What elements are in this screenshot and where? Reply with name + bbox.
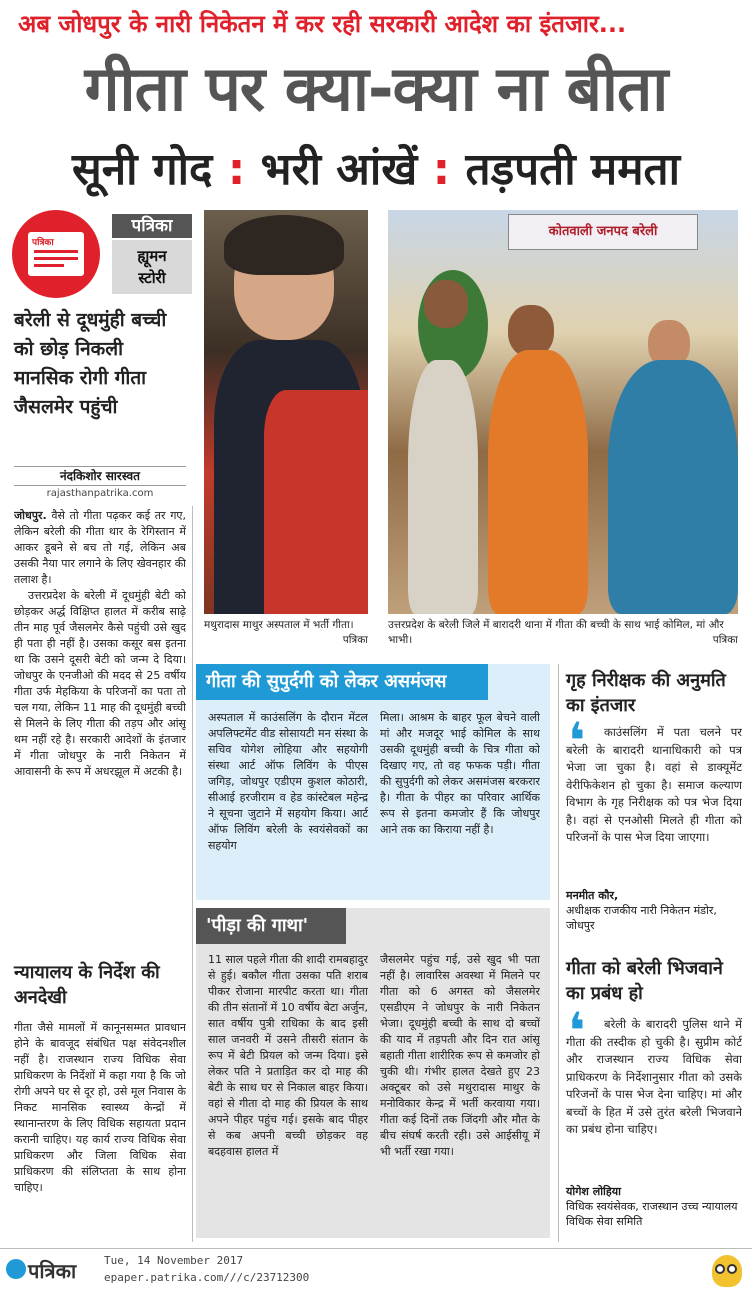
custody-col1: अस्पताल में काउंसलिंग के दौरान मेंटल अपलिफ्टमेंट वीड सोसायटी मन संस्था के सचिव योगेश लोहिया और सहयोगी संस्था आर्ट ऑफ लिविंग के पीएस जगिड़, जोधपुर एडीएम कुशल कोठारी, सीआई हरजीराम व हेड कांस्टेबल महेन्द्र ने सूचना जुटाने में सहयोग किया। आर्ट ऑफ लिविंग बरेली के स्वयंसेवकों का सहयोग <box>208 711 368 852</box>
inspector-title: अधीक्षक राजकीय नारी निकेतन मंडोर, जोधपुर <box>566 904 717 932</box>
custody-col2: मिला। आश्रम के बाहर फूल बेचने वाली मां और मजदूर भाई कोमिल के साथ उसकी दूधमुंही बच्ची के चित्र गीता को दिखाए गए, तो वह फफक पड़ी। गीता की सुपुर्दगी को लेकर असमंजस बरकरार है। गीता के पीहर का परिवार आर्थिक रूप से इतना कमजोर हैं कि जोधपुर आने तक का किराया नहीं है। <box>380 711 540 836</box>
quote-icon: ❛ <box>568 712 586 770</box>
tag-line1: ह्यूमन <box>137 247 167 265</box>
subhead-sep: : <box>227 144 246 195</box>
inspector-heading: गृह निरीक्षक की अनुमति का इंतजार <box>566 670 726 716</box>
footer-date: Tue, 14 November 2017 <box>104 1254 244 1267</box>
photo-geeta-hospital <box>204 210 368 614</box>
photo1-credit: पत्रिका <box>342 634 368 646</box>
inspector-body: काउंसलिंग में पता चलने पर बरेली के बारादरी थानाधिकारी को पत्र भेजा जा चुका है। वहां से डाक्यूमेंट वेरीफिकेशन हो चुका है। समाज कल्याण विभाग के गृह निरीक्षक को पत्र भेज दिया है। वहां से एनओसी मिलते ही गीता को परिजनों के पास भेज दिया जाएगा। <box>566 725 742 844</box>
photo-family-police-station <box>388 210 738 614</box>
pain-col1: 11 साल पहले गीता की शादी रामबहादुर से हुई। बकौल गीता उसका पति शराब पीकर रोजाना मारपीट करता था। गीता की तीन संतानों में 10 वर्षीय बेटा अर्जुन, सात वर्षीय पुत्री राधिका के बाद इसी साल जनवरी में उसने तीसरी संतान के रूप में बेटी प्रियल को जन्म दिया। इसे लेकर पति ने प्रताड़ित कर दो माह की बेटी के साथ घर से निकाल बाहर किया। वहां से गीता दो माह की प्रियल के साथ अपने पीहर पहुंच गई। इसके बाद पीहर से कब अपनी बच्ची छोड़कर वह बदहवास हालत में <box>208 953 368 1158</box>
photo2-credit: पत्रिका <box>712 634 738 646</box>
column-divider <box>558 664 559 1242</box>
lead-text: बरेली से दूधमुंही बच्ची को छोड़ निकली मानसिक रोगी गीता जैसलमेर पहुंची <box>14 309 167 418</box>
column-divider <box>192 506 193 1242</box>
headline: गीता पर क्या-क्या ना बीता <box>84 52 668 125</box>
website: rajasthanpatrika.com <box>46 488 154 499</box>
story-logo <box>12 210 198 300</box>
human-story-tag <box>112 240 192 294</box>
globe-icon <box>6 1259 26 1279</box>
newspaper-icon <box>12 210 100 298</box>
bareilly-name: योगेश लोहिया <box>566 1185 621 1198</box>
bareilly-title: विधिक स्वयंसेवक, राजस्थान उच्च न्यायालय विधिक सेवा समिति <box>566 1200 738 1228</box>
pain-heading: 'पीड़ा की गाथा' <box>196 908 346 944</box>
dateline: जोधपुर. <box>14 509 47 522</box>
subhead-part2: भरी आंखें <box>260 144 418 195</box>
subhead-part3: तड़पती ममता <box>465 144 681 195</box>
main-story <box>14 508 186 948</box>
court-heading: न्यायालय के निर्देश की अनदेखी <box>14 962 160 1008</box>
custody-box <box>196 664 550 900</box>
kicker: अब जोधपुर के नारी निकेतन में कर रही सरकारी आदेश का इंतजार... <box>18 10 627 38</box>
main-para2: उत्तरप्रदेश के बरेली में दूधमुंही बेटी को छोड़कर अर्द्ध विक्षिप्त हालत में करीब साढ़े तीन माह पूर्व जैसलमेर कैसे पहुंची उसे खुद ही पता ही नहीं है। उसका कसूर बस इतना था कि उसने दूसरी बेटी को जन्म दे दिया। जोधपुर के एनजीओ की मदद से 25 वर्षीय गीता उर्फ मेहकिया के परिजनों का पता तो चल गया, लेकिन 11 माह की दूधमुंही बच्ची से मिलने के लिए गीता की तड़प और आंसू थम नहीं रहे है। सरकारी आदेशों के इंतजार में गीता जोधपुर के नारी निकेतन में आवासनी के रूप में अधरझूल में अटकी है। <box>14 589 186 778</box>
logo-inner-text: पत्रिका <box>32 238 54 248</box>
tag-line2: स्टोरी <box>138 269 166 287</box>
subhead <box>10 138 742 202</box>
footer-url[interactable]: epaper.patrika.com///c/23712300 <box>104 1271 310 1284</box>
subhead-sep: : <box>432 144 451 195</box>
owl-icon <box>712 1255 742 1287</box>
bareilly-body: बरेली के बारादरी पुलिस थाने में गीता की तस्दीक हो चुकी है। सुप्रीम कोर्ट और राजस्थान राज्य विधिक सेवा प्राधिकरण के निर्देशानुसार गीता को उसके परिजनों के पास भेज देना चाहिए। मां और बच्चों के हित में उसे तुरंत बरेली भिजवाने का प्रबंध होना चाहिए। <box>566 1017 742 1136</box>
bareilly-attribution <box>566 1184 742 1240</box>
main-para1: वैसे तो गीता पढ़कर कई तर गए, लेकिन बरेली की गीता थार के रेगिस्तान में आकर डूबने से बच तो गई, लेकिन अब उसकी नैया पार लगाने के लिए खेवनहार की तलाश है। <box>14 509 186 586</box>
footer-brand: पत्रिका <box>28 1259 77 1283</box>
court-body: गीता जैसे मामलों में कानूनसम्मत प्रावधान होने के बावजूद संबंधित पक्ष संवेदनशील नहीं है। राजस्थान राज्य विधिक सेवा प्राधिकरण के निर्देशों में कहा गया है कि जो रोगी अपने घर से दूर हो, उसे मूल निवास के निकट मानसिक स्वास्थ्य केन्द्रों में स्थानान्तरण के लिए विधिक सहायता प्रदान करानी चाहिए। यह कार्य राज्य विधिक सेवा प्राधिकरण और जिला विधिक सेवा प्राधिकरण की संलिप्तता के साथ होना चाहिए। <box>14 1021 186 1194</box>
custody-heading: गीता की सुपुर्दगी को लेकर असमंजस <box>196 664 488 700</box>
subhead-part1: सूनी गोद <box>71 144 213 195</box>
footer <box>0 1248 752 1291</box>
quote-icon: ❛ <box>568 1002 586 1060</box>
photo2-caption-text: उत्तरप्रदेश के बरेली जिले में बारादरी थाना में गीता की बच्ची के साथ भाई कोमिल, मां और भाभी। <box>388 619 724 646</box>
inspector-name: मनमीत कौर, <box>566 889 619 902</box>
bareilly-heading: गीता को बरेली भिजवाने का प्रबंध हो <box>566 958 723 1004</box>
brand-tag: पत्रिका <box>112 214 192 238</box>
byline: नंदकिशोर सारस्वत <box>14 466 186 486</box>
pain-box <box>196 908 550 1238</box>
photo1-caption <box>204 618 368 658</box>
photo1-caption-text: मथुरादास माथुर अस्पताल में भर्ती गीता। <box>204 619 354 631</box>
pain-col2: जैसलमेर पहुंच गई, उसे खुद भी पता नहीं है। लावारिस अवस्था में मिलने पर गीता को 6 अगस्त को जैसलमेर एसडीएम ने जोधपुर के नारी निकेतन भेजा। दूधमुंही बच्ची के साथ दो बच्चों की याद में तड़पती और दिन रात आंसू बहाती गीता शारीरिक रूप से कमजोर हो चुकी थी। गंभीर हालत देखते हुए 23 अक्टूबर को उसे मथुरादास माथुर के मनोविकार केन्द्र में भर्ती करवाया गया। गीता कई दिनों तक जिंदगी और मौत के बीच संघर्ष करती रही। उसे आईसीयू में भी भर्ती रखा गया। <box>380 953 540 1158</box>
police-sign: कोतवाली जनपद बरेली <box>508 214 698 250</box>
inspector-attribution <box>566 888 742 940</box>
photo2-caption <box>388 618 738 658</box>
